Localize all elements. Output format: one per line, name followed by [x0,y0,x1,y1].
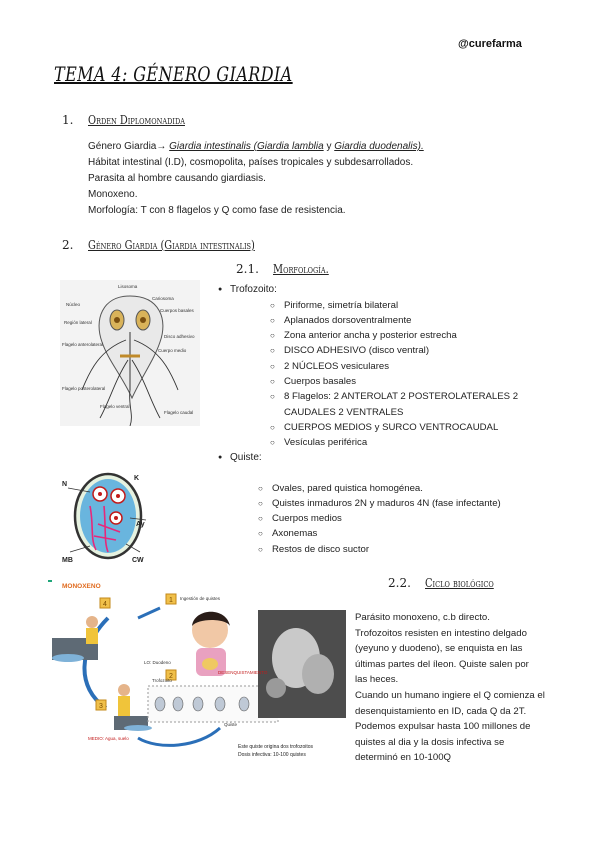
life-cycle-diagram [48,578,348,762]
page-title: TEMA 4: GÉNERO GIARDIA [54,62,293,86]
label-flagelo-ventral: Flagelo ventral [100,404,130,409]
brand-handle: @curefarma [458,38,522,50]
cyst-diagram [60,466,158,566]
trofozoito-heading: ● Trofozoito: ○ Piriforme, simetría bilateral ○ Aplanados dorsoventralmente ○ Zona anterior ancha y posterior estrecha ○ DISCO ADHESIVO (disco ventral) ○ 2 NÚCLEOS vesiculares ○ Cuerpos basales ○ 8 Flagelos: 2 ANTEROLAT 2 POSTEROLATERALES 2 CAUDALES 2 VENTRALES ○ CUERPOS MEDIOS y SURCO VENTROCAUDAL ○ Vesículas periférica [218,282,558,450]
cyst-label-ay: Ay [136,521,145,528]
label-nucleo: Núcleo [66,302,81,307]
list-item: ○ Quistes inmaduros 2N y maduros 4N (fase infectante) [258,496,558,511]
list-item: ○ Zona anterior ancha y posterior estrecha [270,328,558,343]
caption-quiste: Quiste [224,722,238,727]
cyst-label-mb: MB [62,557,73,564]
caption-trofozoito: Trofozoito [152,678,172,683]
step-4: 4 [103,601,107,608]
cycle-line: Trofozoitos resisten en intestino delgado [355,627,527,639]
subsection-2-2-number: 2.2. [388,576,411,590]
cyst-label-n: N [62,481,68,488]
list-item: ○ Vesículas periférica [270,435,558,450]
caption-medio: MEDIO: Agua, suelo [88,736,129,741]
list-item: ○ 2 NÚCLEOS vesiculares [270,359,558,374]
label-lisosoma: Lisosoma [118,284,138,289]
cycle-line: determinó en 10-100Q [355,752,451,764]
list-item: ○ 8 Flagelos: 2 ANTEROLAT 2 POSTEROLATERALES 2 CAUDALES 2 VENTRALES [270,389,558,420]
caption-desenquistamiento: DESENQUISTAMIENTO [218,670,268,675]
step-2: 2 [169,673,173,680]
list-item: ○ CUERPOS MEDIOS y SURCO VENTROCAUDAL [270,420,558,435]
caption-duodeno: LO: Duodeno [144,660,171,665]
label-flagelo-posterolateral: Flagelo posterolateral [62,386,106,391]
cyst-label-cw: CW [132,557,144,564]
step-3: 3 [99,703,103,710]
species-joiner: y [323,141,335,152]
cycle-line: últimas partes del íleon. Quiste salen por [355,658,529,670]
list-item: ○ Restos de disco suctor [258,542,558,557]
cycle-bottom-note: Este quiste origina dos trofozoitos [238,744,314,750]
genus-line [88,139,424,155]
section-1-body [88,139,424,219]
subsection-2-1-title: Morfología. [273,262,329,276]
caption-ingestion: Ingestión de quistes [180,596,221,601]
section-2-title: Género Giardia (Giardia intestinalis) [88,238,255,252]
step-1: 1 [169,597,173,604]
quiste-list [218,450,558,557]
cycle-description [355,610,551,766]
list-item: ○ Aplanados dorsoventralmente [270,313,558,328]
section-1-number: 1. [62,113,74,127]
genus-prefix: Género Giardia→ [88,141,170,152]
cycle-line: quistes al dia y la dosis infectiva se [355,736,505,748]
list-item: ○ Piriforme, simetría bilateral [270,298,558,313]
section-1-title: Orden Diplomonadida [88,113,185,127]
trophozoite-diagram [60,280,200,426]
list-item: ○ Ovales, pared quistica homogénea. [258,481,558,496]
body-line: Monoxeno. [88,189,138,200]
body-line: Morfología: T con 8 flagelos y Q como fase de resistencia. [88,205,346,216]
label-cuerpos-basales: Cuerpos basales [160,308,194,313]
list-item: ○ DISCO ADHESIVO (disco ventral) [270,343,558,358]
label-region-lateral: Región lateral [64,320,92,325]
label-cariosoma: Cariosoma [152,296,174,301]
body-line: Parasita al hombre causando giardiasis. [88,173,266,184]
cycle-line: las heces. [355,674,399,686]
label-cuerpo-medio: Cuerpo medio [158,348,187,353]
list-item: ○ Axonemas [258,526,558,541]
cycle-line: desenquistamiento en ID, cada Q da 2T. [355,705,527,717]
species-2: Giardia duodenalis). [334,141,424,152]
cycle-line: Cuando un humano ingiere el Q comienza el [355,689,545,701]
list-item: ○ Cuerpos basales [270,374,558,389]
cycle-line: Podemos expulsar hasta 100 millones de [355,721,531,733]
label-flagelo-anterolateral: Flagelo anterolateral [62,342,104,347]
subsection-2-2-title: Ciclo biológico [425,576,494,590]
species-1: Giardia intestinalis (Giardia lamblia [169,141,324,152]
quiste-heading: ● Quiste: [218,450,558,466]
label-disco: Disco adhesivo [164,334,195,339]
cycle-line: (yeyuno y duodeno), se enquista en las [355,643,523,655]
body-line: Hábitat intestinal (I.D), cosmopolita, países tropicales y subdesarrollados. [88,157,414,168]
cycle-bottom-note-2: Dosis infectiva: 10-100 quistes [238,752,306,758]
cycle-title: MONOXENO [62,583,101,590]
subsection-2-1-number: 2.1. [236,262,259,276]
list-item: ○ Cuerpos medios [258,511,558,526]
cycle-line: Parásito monoxeno, c.b directo. [355,612,490,623]
cyst-label-k: K [134,475,140,482]
trofozoito-list [218,282,558,450]
label-flagelo-caudal: Flagelo caudal [164,410,194,415]
section-2-number: 2. [62,238,74,252]
